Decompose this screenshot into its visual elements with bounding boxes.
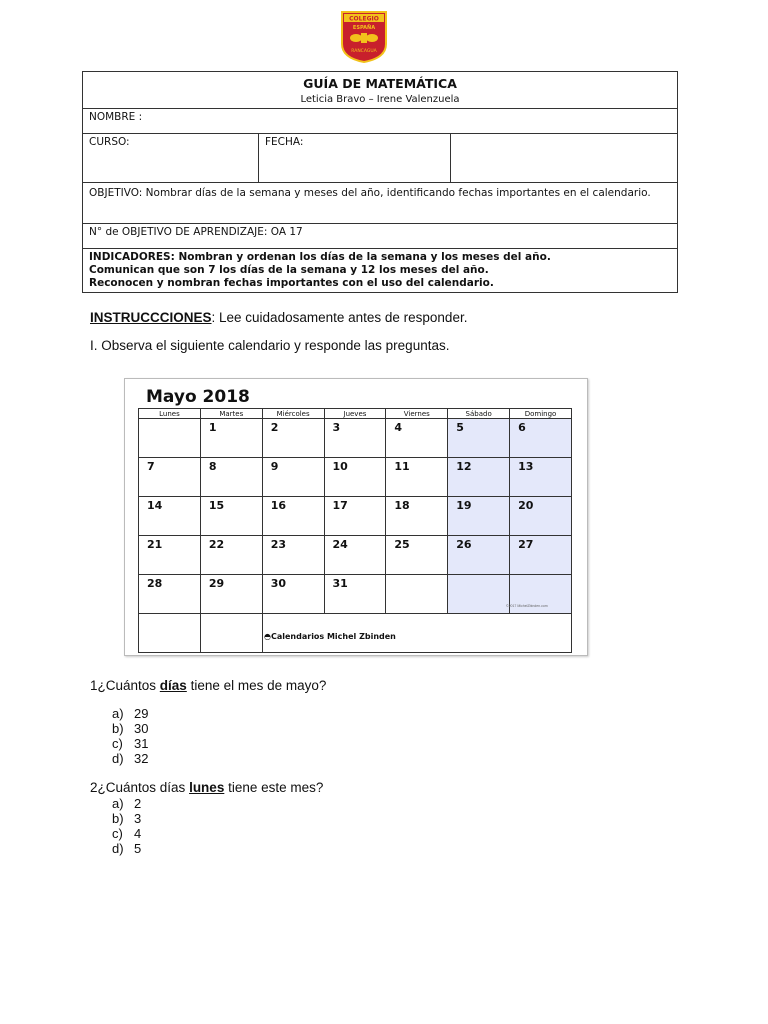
calendar-day-cell: 8 — [200, 458, 262, 497]
calendar-day-header: Lunes — [139, 409, 201, 419]
calendar-day-cell: 26 — [448, 536, 510, 575]
calendar-day-header: Martes — [200, 409, 262, 419]
calendar-day-cell: 7 — [139, 458, 201, 497]
page-title: GUÍA DE MATEMÁTICA — [303, 76, 457, 91]
option-letter: d) — [112, 751, 124, 766]
instructions — [90, 310, 467, 325]
indicador-1: Nombran y ordenan los días de la semana y los meses del año. — [174, 251, 551, 263]
calendar-day-cell: 12 — [448, 458, 510, 497]
calendar-day-cell: 18 — [386, 497, 448, 536]
oa-text: N° de OBJETIVO DE APRENDIZAJE: OA 17 — [89, 226, 303, 238]
calendar-day-cell: 21 — [139, 536, 201, 575]
answer-option[interactable] — [112, 751, 148, 766]
calendar-day-cell: 2 — [262, 419, 324, 458]
answer-option[interactable] — [112, 811, 141, 826]
calendar-day-cell — [386, 575, 448, 614]
option-value: 2 — [134, 796, 142, 811]
calendar-day-cell: 14 — [139, 497, 201, 536]
calendar-day-cell: 20 — [510, 497, 572, 536]
brand-icon: ◓ — [264, 632, 271, 641]
calendar-day-cell: 30 — [262, 575, 324, 614]
curso-label: CURSO: — [89, 136, 130, 148]
oa-cell — [83, 224, 678, 249]
calendar-day-cell: 28 — [139, 575, 201, 614]
part1-heading: I. Observa el siguiente calendario y responde las preguntas. — [90, 338, 450, 353]
calendar-day-cell: 29 — [200, 575, 262, 614]
calendar-day-header: Sábado — [448, 409, 510, 419]
q2-keyword: lunes — [189, 780, 225, 795]
calendar-day-cell: 31 — [324, 575, 386, 614]
option-value: 29 — [134, 706, 149, 721]
calendar-day-cell: 15 — [200, 497, 262, 536]
calendar-week-row — [139, 536, 572, 575]
option-value: 31 — [134, 736, 149, 751]
calendar-week-row — [139, 458, 572, 497]
instructions-text: : Lee cuidadosamente antes de responder. — [211, 310, 468, 325]
calendar-week-row — [139, 497, 572, 536]
calendar-day-cell: 16 — [262, 497, 324, 536]
indicador-2: Comunican que son 7 los días de la semana y 12 los meses del año. — [89, 264, 489, 276]
q2-post: tiene este mes? — [224, 780, 324, 795]
question-1 — [90, 678, 326, 693]
answer-option[interactable] — [112, 796, 141, 811]
calendar-empty-cell — [200, 614, 262, 653]
calendar-day-cell: 19 — [448, 497, 510, 536]
calendar-day-cell: 4 — [386, 419, 448, 458]
objetivo-text: Nombrar días de la semana y meses del año, identificando fechas importantes en el calendario. — [142, 187, 651, 199]
answer-option[interactable] — [112, 841, 141, 856]
q1-pre: 1¿Cuántos — [90, 678, 160, 693]
option-letter: c) — [112, 826, 123, 841]
nombre-label: NOMBRE : — [89, 111, 143, 123]
calendar-day-cell: 23 — [262, 536, 324, 575]
answer-option[interactable] — [112, 706, 148, 721]
calendar-day-cell: 25 — [386, 536, 448, 575]
instructions-lead: INSTRUCCCIONES — [90, 310, 212, 325]
nombre-field[interactable] — [83, 109, 678, 134]
option-value: 4 — [134, 826, 142, 841]
calendar-week-row — [139, 419, 572, 458]
calendar-grid — [138, 408, 572, 653]
option-letter: b) — [112, 811, 124, 826]
calendar-day-cell: 22 — [200, 536, 262, 575]
calendar-title: Mayo 2018 — [146, 387, 250, 407]
option-value: 5 — [134, 841, 142, 856]
option-letter: d) — [112, 841, 124, 856]
indicadores-cell — [83, 249, 678, 293]
calendar-day-header: Jueves — [324, 409, 386, 419]
indicadores-label: INDICADORES: — [89, 251, 175, 263]
option-letter: a) — [112, 796, 124, 811]
option-value: 3 — [134, 811, 142, 826]
question-2 — [90, 780, 323, 795]
option-letter: b) — [112, 721, 124, 736]
calendar-day-header: Viernes — [386, 409, 448, 419]
logo-top-text: COLEGIO — [349, 15, 379, 23]
q1-post: tiene el mes de mayo? — [186, 678, 327, 693]
option-letter: c) — [112, 736, 123, 751]
header-table — [82, 71, 678, 293]
calendar-day-cell: 6 — [510, 419, 572, 458]
q1-keyword: días — [159, 678, 187, 693]
calendar-day-cell: 1 — [200, 419, 262, 458]
fecha-label: FECHA: — [265, 136, 304, 148]
title-cell — [83, 72, 678, 109]
authors: Leticia Bravo – Irene Valenzuela — [300, 94, 460, 105]
logo-middle-text: ESPAÑA — [352, 25, 376, 31]
calendar-day-cell: 11 — [386, 458, 448, 497]
calendar-day-cell — [139, 419, 201, 458]
calendar-day-cell: 27 — [510, 536, 572, 575]
calendar-empty-cell — [139, 614, 201, 653]
q2-pre: 2¿Cuántos días — [90, 780, 190, 795]
question-2-options — [112, 796, 141, 856]
calendar-day-cell: 10 — [324, 458, 386, 497]
calendar-day-cell: 17 — [324, 497, 386, 536]
indicador-3: Reconocen y nombran fechas importantes con el uso del calendario. — [89, 277, 494, 289]
calendar-day-cell — [448, 575, 510, 614]
calendar-day-cell: 5 — [448, 419, 510, 458]
fecha-field[interactable] — [259, 134, 451, 183]
option-letter: a) — [112, 706, 124, 721]
calendar-day-cell: 3 — [324, 419, 386, 458]
calendar-brand — [264, 632, 396, 641]
calendar-day-cell: 13 — [510, 458, 572, 497]
calendar-copyright: ©2017 MichelZbinden.com — [506, 604, 548, 608]
calendar-day-header: Domingo — [510, 409, 572, 419]
answer-option[interactable] — [112, 826, 141, 841]
logo-bottom-text: RANCAGUA — [351, 49, 377, 54]
answer-option[interactable] — [112, 721, 148, 736]
curso-field[interactable] — [83, 134, 259, 183]
option-value: 30 — [134, 721, 149, 736]
blank-field[interactable] — [451, 134, 678, 183]
option-value: 32 — [134, 751, 149, 766]
calendar-day-cell: 9 — [262, 458, 324, 497]
school-crest-logo — [340, 10, 388, 64]
objetivo-label: OBJETIVO: — [89, 187, 143, 199]
calendar-day-header: Miércoles — [262, 409, 324, 419]
calendar-day-cell: 24 — [324, 536, 386, 575]
answer-option[interactable] — [112, 736, 148, 751]
objetivo-cell — [83, 183, 678, 224]
question-1-options — [112, 706, 148, 766]
brand-text: Calendarios Michel Zbinden — [270, 632, 396, 641]
